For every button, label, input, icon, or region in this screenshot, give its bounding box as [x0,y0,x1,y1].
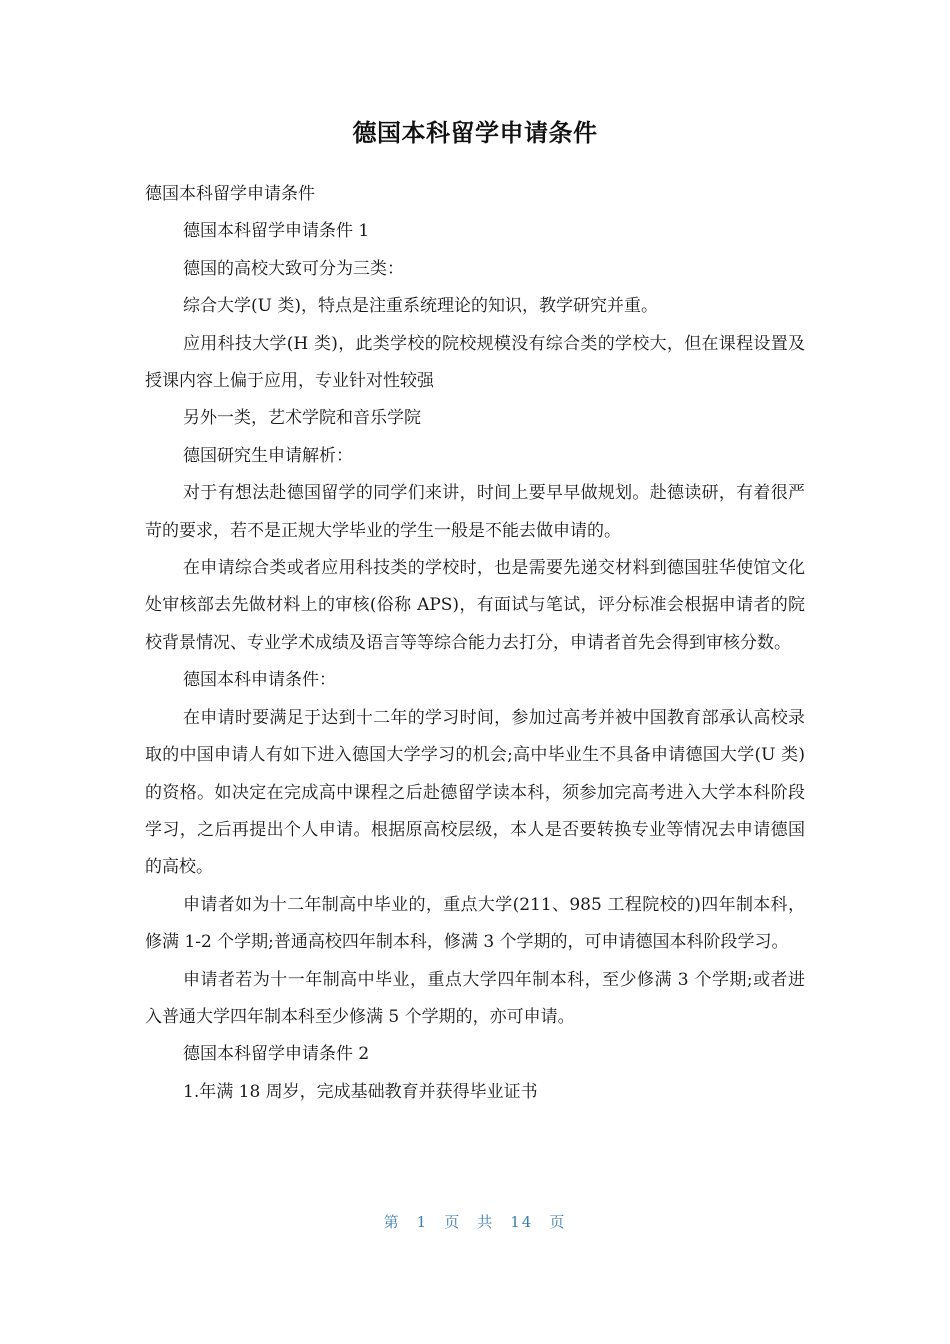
document-body [145,176,805,1111]
paragraph: 申请者如为十二年制高中毕业的，重点大学(211、985 工程院校的)四年制本科，修满 1-2 个学期;普通高校四年制本科，修满 3 个学期的，可申请德国本科阶段学习。 [145,894,805,953]
paragraph: 德国本科申请条件： [183,670,336,691]
paragraph: 综合大学(U 类)，特点是注重系统理论的知识，教学研究并重。 [183,296,658,317]
footer-word-di: 第 [383,1213,401,1231]
paragraph: 在申请综合类或者应用科技类的学校时，也是需要先递交材料到德国驻华使馆文化处审核部去先做材料上的审核(俗称 APS)，有面试与笔试，评分标准会根据申请者的院校背景情况、专业学术成绩及语言等等综合能力去打分，申请者首先会得到审核分数。 [145,558,805,653]
footer-current-page: 1 [416,1213,429,1231]
footer-word-ye: 页 [444,1213,462,1231]
footer-word-gong: 共 [477,1213,495,1231]
paragraph: 另外一类，艺术学院和音乐学院 [183,408,421,429]
footer-word-ye-2: 页 [549,1213,567,1231]
paragraph-section-2-title: 德国本科留学申请条件 2 [183,1044,370,1065]
paragraph-heading: 德国本科留学申请条件 [145,184,315,204]
paragraph: 对于有想法赴德国留学的同学们来讲，时间上要早早做规划。赴德读研，有着很严苛的要求，若不是正规大学毕业的学生一般是不能去做申请的。 [145,483,805,541]
paragraph: 德国研究生申请解析： [183,445,353,466]
page-footer [0,1210,950,1234]
paragraph: 在申请时要满足于达到十二年的学习时间，参加过高考并被中国教育部承认高校录取的中国申请人有如下进入德国大学学习的机会;高中毕业生不具备申请德国大学(U 类)的资格。如决定在完成高中课程之后赴德留学读本科，须参加完高考进入大学本科阶段学习，之后再提出个人申请。根据原高校层级，本人是否要转换专业等情况去申请德国的高校。 [145,707,805,878]
paragraph: 德国的高校大致可分为三类： [183,258,404,279]
document-title: 德国本科留学申请条件 [352,119,598,147]
footer-total-pages: 14 [510,1213,534,1231]
paragraph: 应用科技大学(H 类)，此类学校的院校规模没有综合类的学校大，但在课程设置及授课内容上偏于应用，专业针对性较强 [145,333,805,392]
paragraph-section-1-title: 德国本科留学申请条件 1 [183,221,370,242]
paragraph: 1.年满 18 周岁，完成基础教育并获得毕业证书 [183,1081,538,1102]
paragraph: 申请者若为十一年制高中毕业，重点大学四年制本科，至少修满 3 个学期;或者进入普通大学四年制本科至少修满 5 个学期的，亦可申请。 [145,969,805,1027]
